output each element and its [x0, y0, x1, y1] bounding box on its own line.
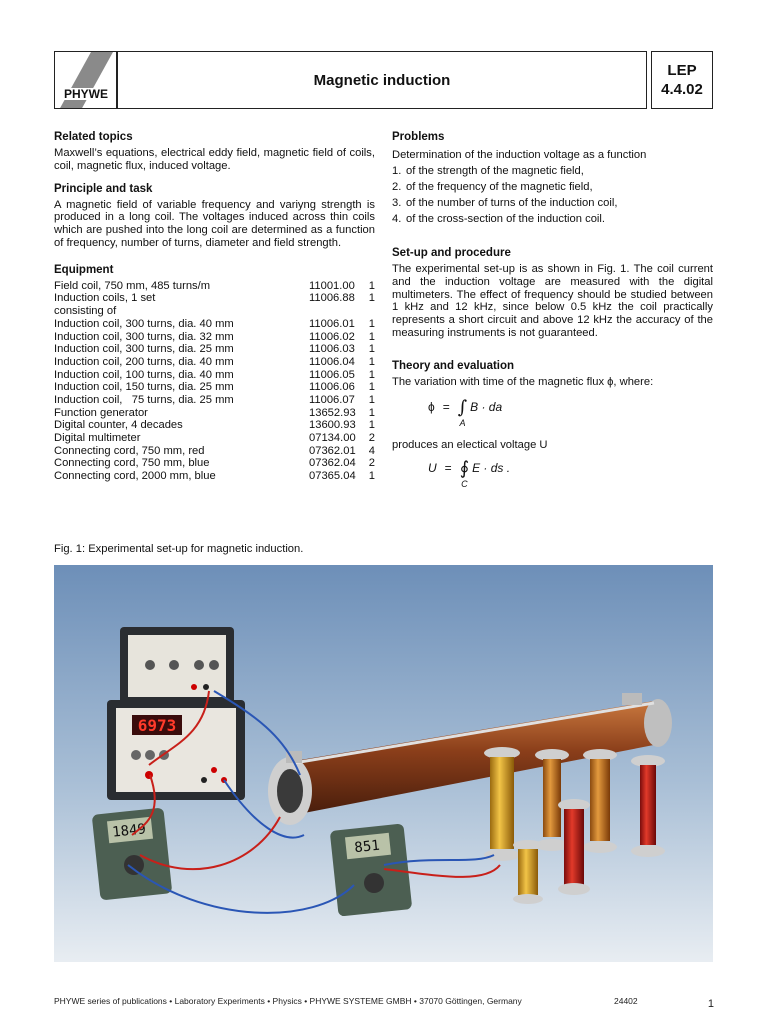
equipment-row — [54, 318, 375, 331]
equipment-qty: 1 — [368, 406, 375, 419]
equipment-row — [54, 381, 375, 394]
right-column — [392, 131, 713, 491]
equipment-row — [54, 305, 375, 318]
voltage-formula — [428, 460, 713, 491]
equipment-number: 13600.93 — [309, 419, 356, 432]
function-generator — [120, 627, 234, 707]
equipment-row — [54, 343, 375, 356]
equipment-qty: 1 — [368, 343, 375, 356]
equipment-qty: 1 — [368, 368, 375, 381]
problem-item — [392, 163, 713, 179]
equipment-qty: 1 — [368, 330, 375, 343]
equipment-qty: 2 — [368, 432, 375, 445]
problems-heading: Problems — [392, 131, 445, 143]
equipment-name: Induction coil, 200 turns, dia. 40 mm — [54, 355, 234, 368]
problem-text: of the cross-section of the induction coil. — [406, 213, 605, 225]
problem-text: of the strength of the magnetic field, — [406, 165, 584, 177]
equipment-qty: 1 — [368, 317, 375, 330]
formula1-eq: = — [442, 399, 450, 414]
formula1-lhs: ϕ — [428, 399, 435, 414]
problem-number: 4. — [392, 213, 402, 225]
equipment-number — [309, 305, 361, 318]
formula2-eq: = — [444, 461, 452, 476]
equipment-name: Connecting cord, 750 mm, red — [54, 444, 205, 457]
formula2-sub: C — [461, 479, 468, 490]
equipment-number: 11006.07 — [309, 393, 355, 406]
figure-caption: Fig. 1: Experimental set-up for magnetic induction. — [54, 543, 304, 555]
phywe-logo — [54, 51, 117, 109]
formula1-sub: A — [459, 417, 466, 428]
equipment-number: 11006.01 — [309, 317, 355, 330]
equipment-name: Function generator — [54, 406, 148, 419]
equipment-row — [54, 280, 375, 293]
formula2-integral: ∮ — [459, 458, 470, 480]
theory-heading: Theory and evaluation — [392, 359, 515, 372]
equipment-name: Connecting cord, 750 mm, blue — [54, 457, 210, 470]
footer-publication: PHYWE series of publications • Laboratory Experiments • Physics • PHYWE SYSTEME GMBH • 37070 Göttingen, Germany — [54, 996, 522, 1006]
equipment-row — [54, 331, 375, 344]
problem-item — [392, 211, 713, 227]
problem-number: 3. — [392, 197, 402, 209]
problem-number: 1. — [392, 165, 402, 177]
page-number: 1 — [707, 998, 714, 1010]
page-title: Magnetic induction — [117, 51, 647, 109]
problem-number: 2. — [392, 181, 402, 193]
equipment-heading: Equipment — [54, 263, 114, 276]
equipment-number: 11006.04 — [309, 355, 355, 368]
multimeter-right-display: 851 — [353, 837, 381, 857]
theory-text: The variation with time of the magnetic flux ϕ, where: — [392, 375, 654, 388]
equipment-number: 13652.93 — [309, 406, 356, 419]
equipment-qty: 4 — [368, 444, 375, 457]
equipment-number: 11006.06 — [309, 381, 355, 394]
flux-formula — [428, 396, 713, 430]
equipment-row — [54, 394, 375, 407]
problem-item — [392, 195, 713, 211]
related-topics-text: Maxwell’s equations, electrical eddy field, magnetic field of coils, coil, magnetic flux, induced voltage. — [54, 147, 375, 172]
problem-text: of the frequency of the magnetic field, — [406, 181, 593, 193]
lep-number: 4.4.02 — [661, 81, 703, 98]
problems-intro: Determination of the induction voltage as a function — [392, 149, 647, 161]
formula2-expr: E · ds . — [472, 461, 511, 476]
equipment-name: consisting of — [54, 305, 117, 318]
equipment-name: Induction coil, 300 turns, dia. 40 mm — [54, 317, 234, 330]
experiment-illustration — [54, 565, 713, 962]
equipment-row — [54, 356, 375, 369]
equipment-qty — [361, 305, 375, 318]
principle-text: A magnetic field of variable frequency and variyng strength is produced in a long coil. The voltages induced across thin coils which are pushed into the long coil are determined as a function of frequency, number of turns, diameter and field strength. — [54, 198, 375, 249]
principle-heading: Principle and task — [54, 182, 153, 195]
equipment-name: Induction coil, 150 turns, dia. 25 mm — [54, 381, 234, 394]
equipment-number: 11006.88 — [309, 292, 355, 305]
equipment-qty: 2 — [368, 457, 375, 470]
logo-text: PHYWE — [63, 87, 109, 101]
equipment-qty: 1 — [368, 355, 375, 368]
problems-list — [392, 163, 713, 227]
equipment-name: Connecting cord, 2000 mm, blue — [54, 470, 216, 483]
problem-item — [392, 179, 713, 195]
formula1-expr: B · da — [470, 399, 503, 414]
equipment-row — [54, 369, 375, 382]
equipment-number: 11006.02 — [309, 330, 355, 343]
equipment-name: Induction coil, 75 turns, dia. 25 mm — [54, 393, 234, 406]
equipment-qty: 1 — [368, 292, 375, 305]
digital-counter — [107, 700, 245, 800]
equipment-row — [54, 457, 375, 470]
lep-box — [651, 51, 713, 109]
equipment-number: 07362.01 — [309, 444, 356, 457]
theory-middle-text: produces an electical voltage U — [392, 439, 548, 452]
equipment-row — [54, 470, 375, 483]
equipment-row — [54, 432, 375, 445]
phywe-logo-mark — [55, 52, 117, 109]
equipment-name: Induction coils, 1 set — [54, 292, 156, 305]
equipment-name: Induction coil, 300 turns, dia. 32 mm — [54, 330, 234, 343]
equipment-number: 11001.00 — [309, 279, 355, 292]
equipment-name: Field coil, 750 mm, 485 turns/m — [54, 279, 211, 292]
equipment-name: Digital multimeter — [54, 432, 141, 445]
formula1-integral: ∫ — [457, 396, 468, 418]
equipment-row — [54, 407, 375, 420]
counter-display: 6973 — [137, 716, 177, 735]
setup-heading: Set-up and procedure — [392, 247, 511, 259]
equipment-name: Digital counter, 4 decades — [54, 419, 183, 432]
equipment-number: 07365.04 — [309, 470, 356, 483]
footer-code: 24402 — [614, 996, 638, 1006]
equipment-qty: 1 — [368, 279, 375, 292]
equipment-number: 07134.00 — [309, 432, 356, 445]
problem-text: of the number of turns of the induction coil, — [406, 197, 618, 209]
multimeter-left-display: 1849 — [111, 821, 147, 841]
related-topics-heading: Related topics — [54, 131, 133, 143]
equipment-number: 11006.05 — [309, 368, 355, 381]
equipment-row — [54, 445, 375, 458]
equipment-list — [54, 280, 375, 483]
equipment-qty: 1 — [368, 470, 375, 483]
equipment-number: 11006.03 — [309, 343, 355, 356]
multimeter-right — [330, 823, 413, 916]
lep-label: LEP — [667, 62, 697, 79]
equipment-qty: 1 — [368, 381, 375, 394]
formula2-lhs: U — [428, 461, 437, 476]
equipment-qty: 1 — [368, 419, 375, 432]
setup-text: The experimental set-up is as shown in Fig. 1. The coil current and the induction voltage are measured with the digital multimeters. The effect of frequency should be studied between 1 kHz and 12 kHz, since below 0.5 kHz the coil practically represents a short circuit and above 12 kHz the accuracy of the measuring instruments is not guaranteed. — [392, 263, 713, 339]
equipment-name: Induction coil, 300 turns, dia. 25 mm — [54, 343, 234, 356]
equipment-row — [54, 419, 375, 432]
experiment-photo — [54, 565, 713, 962]
left-column — [54, 131, 375, 483]
equipment-row — [54, 292, 375, 305]
equipment-number: 07362.04 — [309, 457, 356, 470]
equipment-qty: 1 — [368, 393, 375, 406]
equipment-name: Induction coil, 100 turns, dia. 40 mm — [54, 368, 234, 381]
